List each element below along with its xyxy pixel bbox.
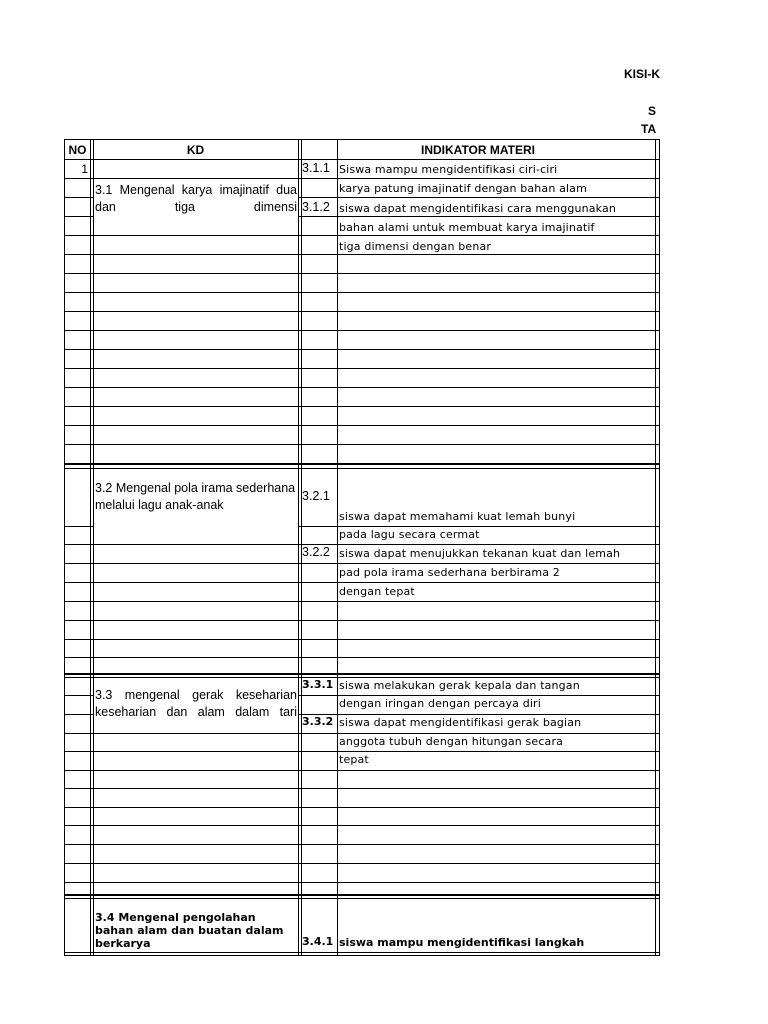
row-divider (65, 770, 659, 771)
indikator-text: siswa dapat memahami kuat lemah bunyi (339, 510, 576, 523)
indikator-text: dengan iringan dengan percaya diri (339, 697, 541, 710)
header-no: NO (68, 143, 87, 157)
indikator-code: 3.2.1 (302, 489, 330, 503)
row-divider (65, 825, 659, 826)
indikator-text: karya patung imajinatif dengan bahan alam (339, 182, 587, 195)
row-divider (65, 620, 659, 621)
row-divider (65, 330, 659, 331)
row-divider (65, 863, 659, 864)
document-year-line: TA (641, 122, 657, 136)
indikator-text: Siswa mampu mengidentifikasi ciri-ciri (339, 163, 558, 176)
indikator-text: siswa mampu mengidentifikasi langkah (339, 936, 585, 949)
kd-3-4: 3.4 Mengenal pengolahan bahan alam dan buatan dalam berkarya (95, 911, 284, 950)
row-divider (65, 844, 659, 845)
kd-3-3: 3.3 mengenal gerak keseharian keseharian dan alam dalam tari (95, 688, 297, 719)
row-divider (65, 349, 659, 350)
row-divider (65, 425, 659, 426)
indikator-code: 3.3.1 (302, 678, 334, 691)
row-divider (65, 463, 659, 465)
header-kd: KD (186, 143, 205, 157)
indikator-text: tepat (339, 753, 369, 766)
indikator-text: tiga dimensi dengan benar (339, 240, 492, 253)
indikator-text: siswa melakukan gerak kepala dan tangan (339, 679, 580, 692)
kd-3-1: 3.1 Mengenal karya imajinatif dua dan tiga dimensi (95, 183, 297, 214)
row-divider (65, 368, 659, 369)
row-divider (65, 807, 659, 808)
kd-3-2: 3.2 Mengenal pola irama sederhana melalui lagu anak-anak (95, 481, 296, 512)
row-divider (65, 601, 659, 602)
row-divider (65, 882, 659, 883)
indikator-text: anggota tubuh dengan hitungan secara (339, 735, 564, 748)
row-divider (65, 468, 659, 469)
indikator-text: dengan tepat (339, 585, 415, 598)
indikator-code: 3.1.2 (302, 200, 330, 214)
row-divider (65, 788, 659, 789)
row-divider (65, 898, 659, 899)
document-title: KISI-K (624, 67, 660, 81)
row-divider (65, 387, 659, 388)
row-number: 1 (81, 162, 88, 176)
indikator-text: siswa dapat mengidentifikasi cara menggunakan (339, 202, 617, 215)
indikator-code: 3.2.2 (302, 545, 330, 559)
row-divider (65, 673, 659, 675)
header-indikator-materi: INDIKATOR MATERI (421, 143, 535, 157)
row-divider (65, 657, 659, 658)
col-divider-code (337, 140, 338, 955)
indikator-code: 3.3.2 (302, 715, 334, 728)
kisi-kisi-table (64, 139, 660, 956)
col-divider-no-inner (93, 140, 94, 955)
document-subtitle: S (648, 104, 657, 118)
row-divider (65, 444, 659, 445)
row-divider (65, 639, 659, 640)
indikator-text: siswa dapat mengidentifikasi gerak bagian (339, 716, 582, 729)
row-divider (65, 292, 659, 293)
row-divider (65, 311, 659, 312)
row-divider (65, 406, 659, 407)
indikator-text: siswa dapat menujukkan tekanan kuat dan lemah (339, 547, 621, 560)
indikator-code: 3.4.1 (302, 935, 334, 948)
indikator-text: bahan alami untuk membuat karya imajinatif (339, 221, 595, 234)
row-divider (65, 273, 659, 274)
indikator-text: pada lagu secara cermat (339, 528, 480, 541)
col-divider-kd (298, 140, 299, 955)
indikator-text: pad pola irama sederhana berbirama 2 (339, 566, 560, 579)
row-divider (65, 952, 659, 953)
row-divider (65, 894, 659, 896)
indikator-code: 3.1.1 (302, 161, 330, 175)
row-divider (65, 159, 659, 160)
col-divider-right (655, 140, 656, 955)
col-divider-no (90, 140, 91, 955)
